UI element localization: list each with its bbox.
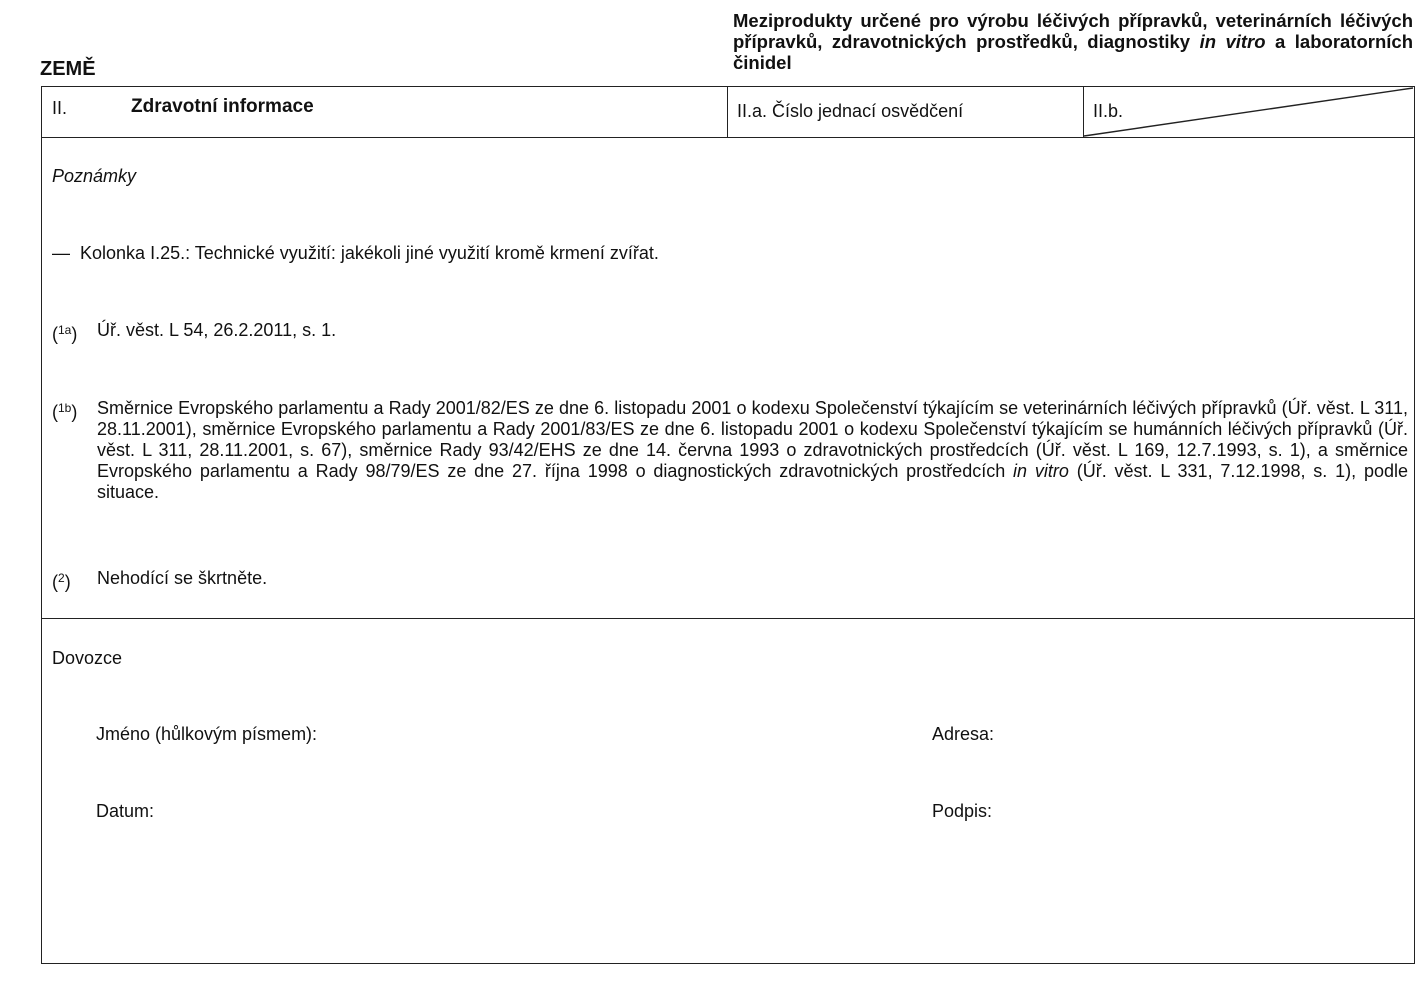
date-label: Datum: — [96, 801, 155, 821]
section-number: II. — [52, 98, 68, 118]
importer-heading: Dovozce — [52, 648, 123, 668]
bullet-text: Kolonka I.25.: Technické využití: jakékoli jiné využití kromě krmení zvířat. — [80, 243, 659, 263]
header-col-divider-1 — [727, 86, 728, 138]
name-label: Jméno (hůlkovým písmem): — [96, 724, 318, 744]
notes-heading: Poznámky — [52, 166, 137, 186]
signature-label: Podpis: — [932, 801, 993, 821]
reference-b-label: II.b. — [1093, 101, 1124, 121]
certificate-frame — [41, 86, 1415, 964]
title-italic: in vitro — [1199, 31, 1266, 52]
header-row-divider — [41, 137, 1415, 138]
document-title — [733, 10, 1413, 73]
note-bullet — [52, 243, 659, 264]
country-label: ZEMĚ — [40, 58, 96, 80]
title-text-1: Meziprodukty určené pro výrobu léčivých přípravků, veterinárních léčivých přípravků, zdravotnických prostředků, diagnostiky — [733, 10, 1413, 52]
notes-divider — [41, 618, 1415, 619]
footnote-text: Úř. věst. L 54, 26.2.2011, s. 1. — [97, 320, 337, 340]
title-text-2: a laboratorních činidel — [733, 31, 1413, 73]
footnote-text: Směrnice Evropského parlamentu a Rady 2001/82/ES ze dne 6. listopadu 2001 o kodexu Společenství týkajícím se veterinárních léčivých přípravků (Úř. věst. L 311, 28.11.2001), směrnice Evropského parlamentu a Rady 2001/83/ES ze dne 6. listopadu 2001 o kodexu Společenství týkajícím se humánních léčivých přípravků (Úř. věst. L 311, 28.11.2001, s. 67), směrnice Rady 93/42/EHS ze dne 14. června 1993 o zdravotnických prostředcích (Úř. věst. L 169, 12.7.1993, s. 1), a směrnice Evropského parlamentu a Rady 98/79/ES ze dne 27. října 1998 o diagnostických zdravotnických prostředcích in vitro (Úř. věst. L 331, 7.12.1998, s. 1), podle situace. — [97, 398, 1409, 502]
section-title: Zdravotní informace — [131, 96, 314, 117]
footnote-marker: ($^{1b}$) — [52, 401, 78, 422]
footnote-text: Nehodící se škrtněte. — [97, 568, 268, 588]
reference-number-label: II.a. Číslo jednací osvědčení — [737, 101, 964, 121]
footnote-marker: ($^2$) — [52, 571, 71, 592]
address-label: Adresa: — [932, 724, 995, 744]
bullet-dash: — — [52, 243, 70, 263]
footnote-marker: ($^{1a}$) — [52, 323, 78, 344]
diagonal-strike — [1084, 87, 1414, 137]
